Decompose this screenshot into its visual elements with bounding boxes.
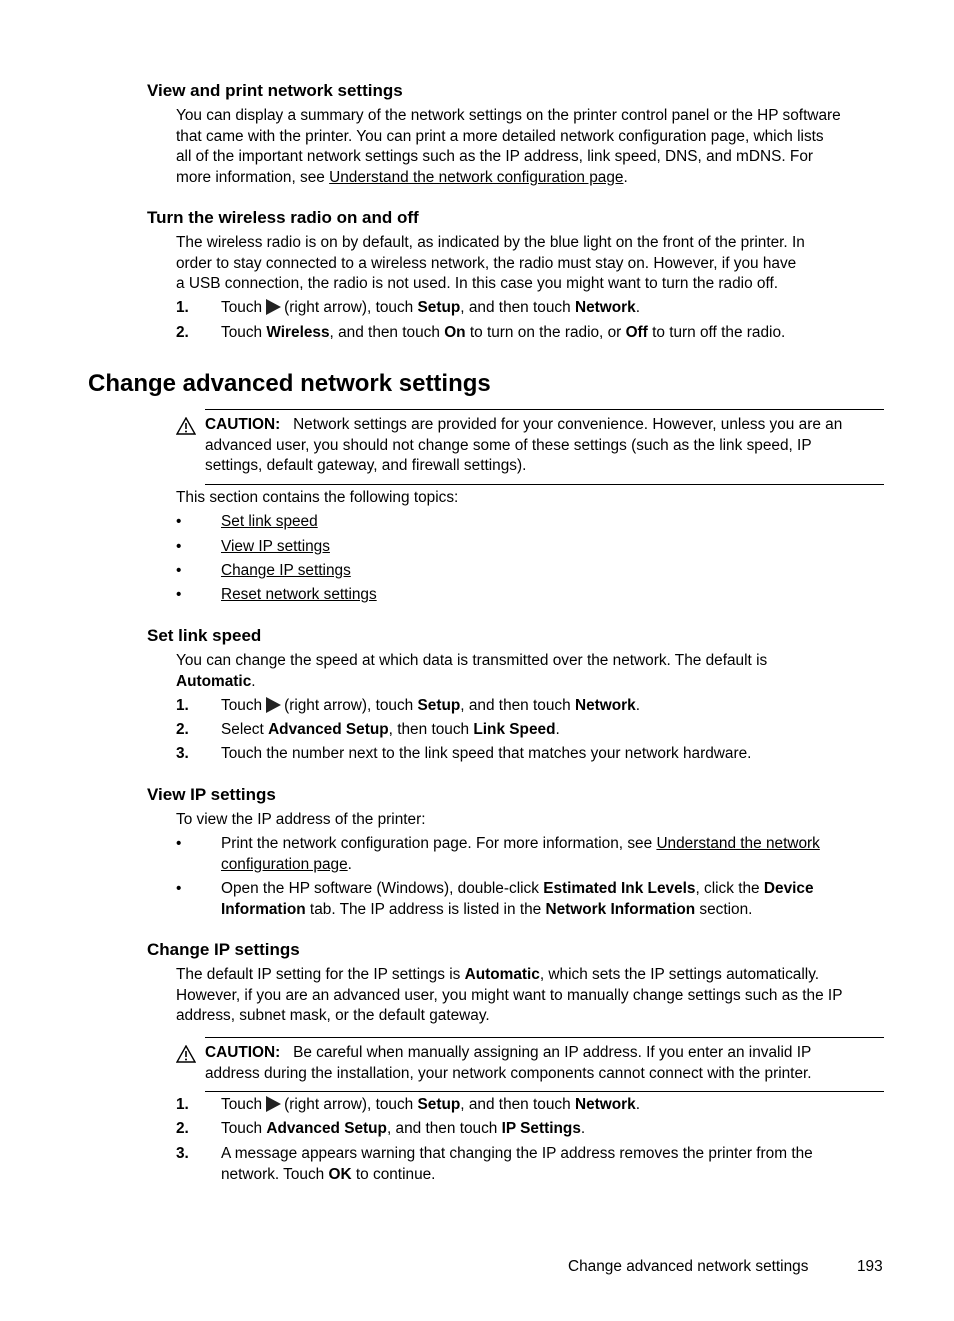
caution-box [176,1037,884,1093]
link-set-link-speed[interactable]: Set link speed [221,513,318,530]
bullet: • [176,586,182,603]
step-number: 2. [176,1120,189,1137]
step-number: 1. [176,299,189,316]
text: (right arrow), touch [284,697,418,714]
text: . [580,1120,586,1137]
text: . [635,1096,640,1113]
text: . [623,168,628,186]
paragraph-wireless-radio [176,233,886,295]
text: . [347,855,352,873]
step-item [176,1119,886,1140]
text: network. Touch [221,1165,329,1183]
page-title: Change advanced network settings [88,370,491,397]
text: , then touch [388,721,474,738]
bullet: • [176,880,182,897]
list-item [176,512,886,533]
step-item [176,323,886,344]
text-line: Be careful when manually assigning an IP address. If you enter an invalid IP [293,1044,812,1061]
bullet: • [176,835,182,852]
device-label: Device [763,880,814,897]
link-understand-network[interactable]: Understand the network [656,835,820,852]
step-item [176,298,886,319]
right-arrow-icon [266,1096,281,1112]
step-item [176,720,886,741]
text: Open the HP software (Windows), double-click [221,880,544,897]
step-text: Touch the number next to the link speed that matches your network hardware. [221,745,752,762]
link-speed-label: Link Speed [473,721,556,738]
bullet: • [176,513,182,530]
text-line: all of the important network settings such as the IP address, link speed, DNS, and mDNS. For [176,148,814,165]
text: (right arrow), touch [284,299,418,316]
heading-view-print-settings: View and print network settings [147,81,403,100]
network-label: Network [574,697,636,714]
caution-box [176,409,884,485]
divider [205,1037,884,1038]
step-number: 2. [176,721,189,738]
text: Touch [221,1120,267,1137]
list-item [176,585,886,606]
paragraph-link-speed [176,651,886,692]
step-number: 1. [176,1096,189,1113]
ip-settings-label: IP Settings [501,1120,581,1137]
warning-icon [176,417,196,435]
text: Touch [221,697,263,714]
list-item [176,879,886,920]
footer-title: Change advanced network settings [568,1258,809,1275]
caution-label: CAUTION: [205,1044,281,1061]
text: , and then touch [386,1120,502,1137]
information-label: Information [221,900,306,918]
link-understand-config-page[interactable]: Understand the network configuration page [329,168,624,186]
text: , which sets the IP settings automatically. [539,966,820,983]
heading-view-ip-settings: View IP settings [147,785,276,804]
caution-text [205,415,884,477]
setup-label: Setup [417,1096,461,1113]
topics-intro: This section contains the following topics: [176,489,459,506]
list-item [176,561,886,582]
text: Touch [221,1096,263,1113]
text: , and then touch [460,697,575,714]
text-line: Network settings are provided for your convenience. However, unless you are an [293,416,843,433]
right-arrow-icon [266,299,281,315]
list-item [176,537,886,558]
text: tab. The IP address is listed in the [305,900,546,918]
text: to turn on the radio, or [465,324,626,341]
heading-set-link-speed: Set link speed [147,626,262,645]
text-line: settings, default gateway, and firewall settings). [205,457,527,474]
text: . [635,697,640,714]
automatic-label: Automatic [176,672,252,690]
caution-text [205,1043,884,1084]
network-label: Network [574,299,636,316]
text-line: advanced user, you should not change some of these settings (such as the link speed, IP [205,436,812,454]
setup-label: Setup [417,697,461,714]
text-line: address, subnet mask, or the default gateway. [176,1007,490,1024]
text: to continue. [351,1165,436,1183]
automatic-label: Automatic [464,966,540,983]
divider [205,1091,884,1092]
step-item [176,1144,886,1185]
view-ip-intro: To view the IP address of the printer: [176,811,426,828]
setup-label: Setup [417,299,461,316]
text-line: a USB connection, the radio is not used. In this case you might want to turn the radio off. [176,275,779,292]
right-arrow-icon [266,697,281,713]
link-view-ip-settings[interactable]: View IP settings [221,538,330,555]
network-label: Network [574,1096,636,1113]
text: Print the network configuration page. For more information, see [221,835,657,852]
list-item [176,834,886,875]
text: , and then touch [329,324,445,341]
step-item [176,744,886,765]
ok-label: OK [328,1165,352,1183]
divider [205,409,884,410]
wireless-label: Wireless [266,324,330,341]
text: , click the [695,880,764,897]
estimated-ink-levels-label: Estimated Ink Levels [543,880,696,897]
text: to turn off the radio. [647,324,786,341]
text-line: more information, see [176,168,330,186]
step-item [176,1095,886,1116]
off-label: Off [625,324,648,341]
advanced-setup-label: Advanced Setup [266,1120,387,1137]
text-line: address during the installation, your network components cannot connect with the printer. [205,1064,812,1082]
heading-wireless-radio: Turn the wireless radio on and off [147,208,419,227]
step-number: 3. [176,745,189,762]
on-label: On [444,324,466,341]
step-number: 3. [176,1145,189,1162]
divider [205,484,884,485]
text-line: However, if you are an advanced user, you might want to manually change settings such as the IP [176,986,843,1004]
text-line: order to stay connected to a wireless network, the radio must stay on. However, if you have [176,254,797,272]
link-configuration-page[interactable]: configuration page [221,855,348,873]
text-line: A message appears warning that changing the IP address removes the printer from the [221,1145,813,1162]
text: . [555,721,560,738]
text: . [251,672,256,690]
caution-label: CAUTION: [205,416,281,433]
step-item [176,696,886,717]
page-number: 193 [857,1258,883,1275]
bullet: • [176,562,182,579]
text: (right arrow), touch [284,1096,418,1113]
text-line: You can display a summary of the network settings on the printer control panel or the HP software [176,107,841,124]
text: . [635,299,640,316]
text: , and then touch [460,1096,575,1113]
text-line: that came with the printer. You can print a more detailed network configuration page, which lists [176,127,824,145]
network-information-label: Network Information [545,900,696,918]
text: Touch [221,299,263,316]
text-line: You can change the speed at which data is transmitted over the network. The default is [176,652,768,669]
text: Select [221,721,269,738]
advanced-setup-label: Advanced Setup [268,721,389,738]
warning-icon [176,1045,196,1063]
step-number: 1. [176,697,189,714]
text: , and then touch [460,299,575,316]
text-line: The wireless radio is on by default, as indicated by the blue light on the front of the printer. In [176,234,805,251]
text: Touch [221,324,267,341]
link-reset-network-settings[interactable]: Reset network settings [221,586,377,603]
paragraph-view-print [176,106,886,188]
bullet: • [176,538,182,555]
text: The default IP setting for the IP settings is [176,966,465,983]
text: section. [695,900,753,918]
link-change-ip-settings[interactable]: Change IP settings [221,562,351,579]
heading-change-ip-settings: Change IP settings [147,940,300,959]
paragraph-change-ip [176,965,886,1027]
step-number: 2. [176,324,189,341]
